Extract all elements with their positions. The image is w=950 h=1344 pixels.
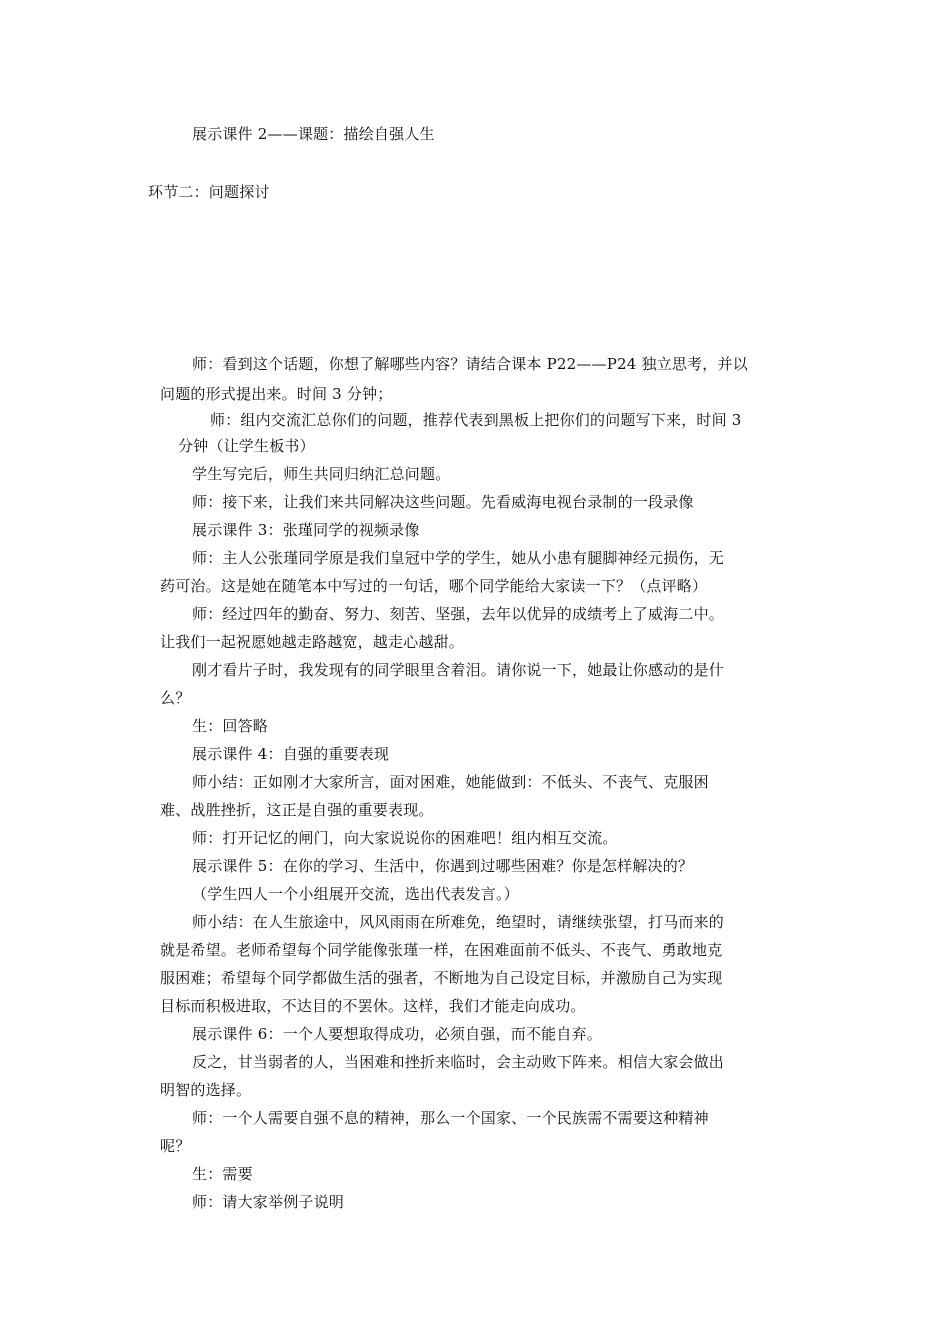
slide-title-line: 展示课件 2——课题：描绘自强人生 <box>192 125 435 143</box>
paragraph-line: 生：回答略 <box>192 717 269 735</box>
section-heading: 环节二：问题探讨 <box>148 183 270 201</box>
paragraph-line: 明智的选择。 <box>160 1081 252 1099</box>
paragraph-line: 让我们一起祝愿她越走路越宽，越走心越甜。 <box>160 633 465 651</box>
paragraph-line: 学生写完后，师生共同归纳汇总问题。 <box>192 465 451 483</box>
paragraph-line: 师小结：在人生旅途中，风风雨雨在所难免，绝望时，请继续张望，打马而来的 <box>192 913 725 931</box>
paragraph-line: 展示课件 5：在你的学习、生活中，你遇到过哪些困难？你是怎样解决的？ <box>192 857 694 875</box>
paragraph-line: 么？ <box>160 689 191 707</box>
paragraph-line: 问题的形式提出来。时间 3 分钟； <box>160 385 393 403</box>
paragraph-line: 展示课件 4：自强的重要表现 <box>192 745 390 763</box>
paragraph-line: 师：打开记忆的闸门，向大家说说你的困难吧！组内相互交流。 <box>192 829 618 847</box>
paragraph-line: 生：需要 <box>192 1165 253 1183</box>
paragraph-line: 反之，甘当弱者的人，当困难和挫折来临时，会主动败下阵来。相信大家会做出 <box>192 1053 725 1071</box>
paragraph-line: 师：主人公张瑾同学原是我们皇冠中学的学生，她从小患有腿脚神经元损伤，无 <box>192 549 725 567</box>
paragraph-line: 师：请大家举例子说明 <box>192 1193 345 1211</box>
paragraph-line: 展示课件 3：张瑾同学的视频录像 <box>192 521 420 539</box>
paragraph-line: 师：一个人需要自强不息的精神，那么一个国家、一个民族需不需要这种精神 <box>192 1109 709 1127</box>
paragraph-line: 难、战胜挫折，这正是自强的重要表现。 <box>160 801 434 819</box>
paragraph-line: 服困难；希望每个同学都做生活的强者，不断地为自己设定目标，并激励自己为实现 <box>160 969 723 987</box>
paragraph-line: 目标而积极进取，不达目的不罢休。这样，我们才能走向成功。 <box>160 997 586 1015</box>
paragraph-line: 师：组内交流汇总你们的问题，推荐代表到黑板上把你们的问题写下来，时间 3 <box>210 411 742 429</box>
paragraph-line: 就是希望。老师希望每个同学能像张瑾一样，在困难面前不低头、不丧气、勇敢地克 <box>160 941 723 959</box>
paragraph-line: 药可治。这是她在随笔本中写过的一句话，哪个同学能给大家读一下？（点评略） <box>160 577 708 595</box>
paragraph-line: 刚才看片子时，我发现有的同学眼里含着泪。请你说一下，她最让你感动的是什 <box>192 661 725 679</box>
paragraph-line: 师小结：正如刚才大家所言，面对困难，她能做到：不低头、不丧气、克服困 <box>192 773 709 791</box>
paragraph-line: 师：经过四年的勤奋、努力、刻苦、坚强，去年以优异的成绩考上了威海二中。 <box>192 605 725 623</box>
paragraph-line: 分钟（让学生板书） <box>178 437 315 455</box>
paragraph-line: 师：接下来，让我们来共同解决这些问题。先看威海电视台录制的一段录像 <box>192 493 694 511</box>
paragraph-line: 呢？ <box>160 1137 191 1155</box>
paragraph-line: （学生四人一个小组展开交流，选出代表发言。） <box>192 885 519 903</box>
paragraph-line: 师：看到这个话题，你想了解哪些内容？请结合课本 P22——P24 独立思考，并以 <box>192 355 748 373</box>
paragraph-line: 展示课件 6：一个人要想取得成功，必须自强，而不能自弃。 <box>192 1025 602 1043</box>
